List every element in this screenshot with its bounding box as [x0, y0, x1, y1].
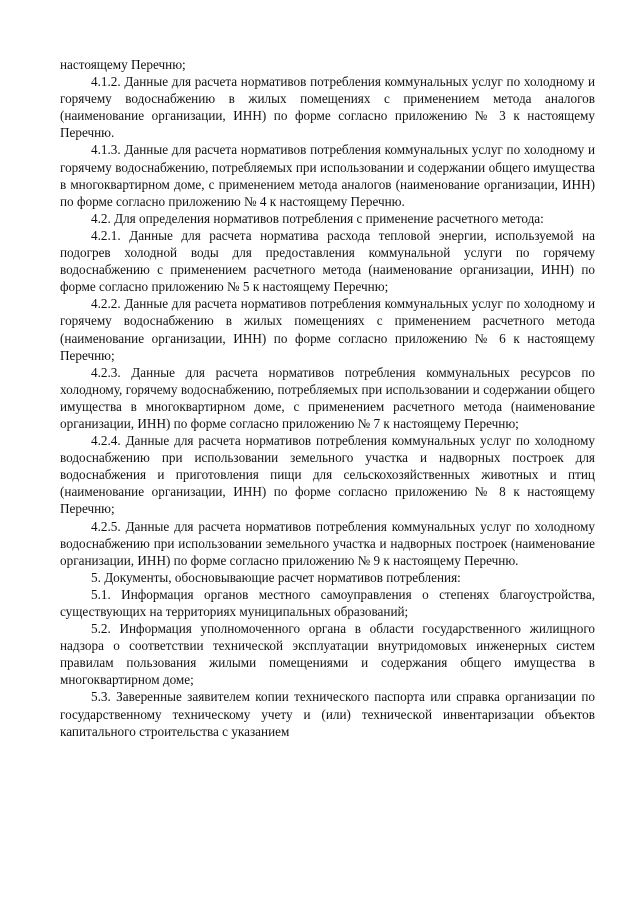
document-body [60, 56, 595, 740]
paragraph-4-2-1: 4.2.1. Данные для расчета норматива расхода тепловой энергии, используемой на подогрев холодной воды для предоставления коммунальной услуги по горячему водоснабжению с применением расчетного метода (наименование организации, ИНН) по форме согласно приложению № 5 к настоящему Перечню; [60, 227, 595, 295]
paragraph-4-1-2: 4.1.2. Данные для расчета нормативов потребления коммунальных услуг по холодному и горячему водоснабжению в жилых помещениях с применением метода аналогов (наименование организации, ИНН) по форме согласно приложению № 3 к настоящему Перечню. [60, 74, 595, 141]
paragraph-4-1-3: 4.1.3. Данные для расчета нормативов потребления коммунальных услуг по холодному и горячему водоснабжению, потребляемых при использовании и содержании общего имущества в многоквартирном доме, с применением метода аналогов (наименование организации, ИНН) по форме согласно приложению № 4 к настоящему Перечню. [60, 142, 595, 209]
paragraph-4-2: 4.2. Для определения нормативов потребления с применение расчетного метода: [91, 210, 544, 226]
paragraph-4-2-4: 4.2.4. Данные для расчета нормативов потребления коммунальных услуг по холодному водоснабжению при использовании земельного участка и надворных построек для водоснабжения и приготовления пищи для сельскохозяйственных животных и птиц (наименование организации, ИНН) по форме согласно приложению № 8 к настоящему Перечню; [60, 433, 595, 517]
paragraph-4-2-3: 4.2.3. Данные для расчета нормативов потребления коммунальных ресурсов по холодному, горячему водоснабжению, потребляемых при использовании и содержании общего имущества в многоквартирном доме, с применением расчетного метода (наименование организации, ИНН) по форме согласно приложению № 7 к настоящему Перечню; [60, 364, 595, 431]
paragraph-4-2-2: 4.2.2. Данные для расчета нормативов потребления коммунальных услуг по холодному и горячему водоснабжению в жилых помещениях с применением расчетного метода (наименование организации, ИНН) по форме согласно приложению № 6 к настоящему Перечню; [60, 296, 595, 363]
paragraph-5-1: 5.1. Информация органов местного самоуправления о степенях благоустройства, существующих на территориях муниципальных образований; [60, 586, 595, 619]
paragraph-continuation: настоящему Перечню; [60, 57, 186, 72]
paragraph-5-3: 5.3. Заверенные заявителем копии технического паспорта или справка организации по государственному техническому учету и (или) технической инвентаризации объектов капитального строительства с указанием [60, 689, 595, 739]
paragraph-5-2: 5.2. Информация уполномоченного органа в области государственного жилищного надзора о соответствии технической эксплуатации внутридомовых инженерных систем правилам пользования жилыми помещениями и содержания общего имущества в многоквартирном доме; [60, 621, 595, 688]
paragraph-4-2-5: 4.2.5. Данные для расчета нормативов потребления коммунальных услуг по холодному водоснабжению при использовании земельного участка и надворных построек (наименование организации, ИНН) по форме согласно приложению № 9 к настоящему Перечню. [60, 518, 595, 568]
paragraph-5: 5. Документы, обосновывающие расчет нормативов потребления: [91, 569, 461, 585]
